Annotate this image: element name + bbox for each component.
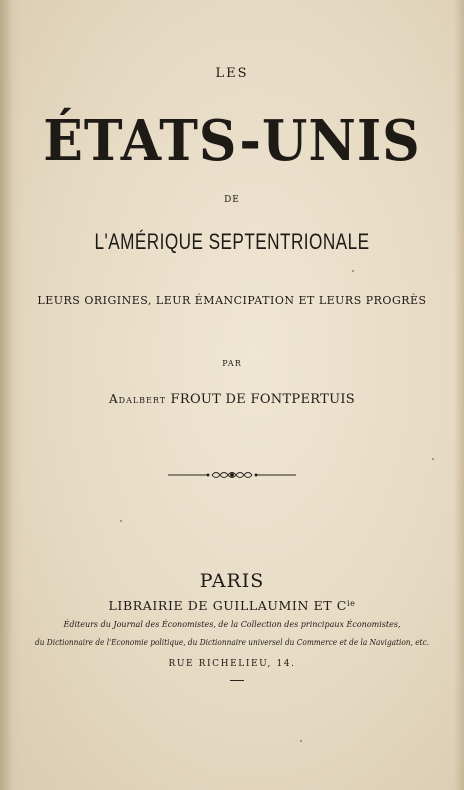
title-preposition: DE (224, 195, 240, 205)
paper-speck (300, 740, 302, 742)
author-name (0, 392, 464, 407)
paper-speck (432, 458, 434, 460)
title-article: LES (215, 66, 249, 81)
publisher-name: LIBRAIRIE DE GUILLAUMIN ET C (108, 598, 347, 613)
imprint-publisher (0, 598, 464, 613)
subtitle: LEURS ORIGINES, LEUR ÉMANCIPATION ET LEURS PROGRÈS (37, 294, 427, 307)
imprint-editors-line-2: du Dictionnaire de l'Économie politique, du Dictionnaire universel du Commerce et de la Navigation, etc. (35, 638, 429, 647)
main-title: ÉTATS-UNIS (43, 108, 421, 174)
imprint-city: PARIS (199, 570, 265, 592)
publisher-suffix: ie (346, 599, 356, 608)
imprint-address: RUE RICHELIEU, 14. (168, 659, 296, 669)
paper-speck (352, 270, 354, 272)
title-region: L'AMÉRIQUE SEPTENTRIONALE (94, 230, 370, 255)
ornament-divider (168, 468, 296, 482)
by-line: PAR (222, 359, 242, 368)
imprint-editors-line-1: Éditeurs du Journal des Économistes, de la Collection des principaux Économistes, (63, 620, 401, 629)
author-last-name: FROUT DE FONTPERTUIS (170, 392, 355, 407)
closing-rule (230, 680, 244, 681)
author-first-name: Adalbert (108, 392, 167, 406)
paper-speck (120, 520, 122, 522)
